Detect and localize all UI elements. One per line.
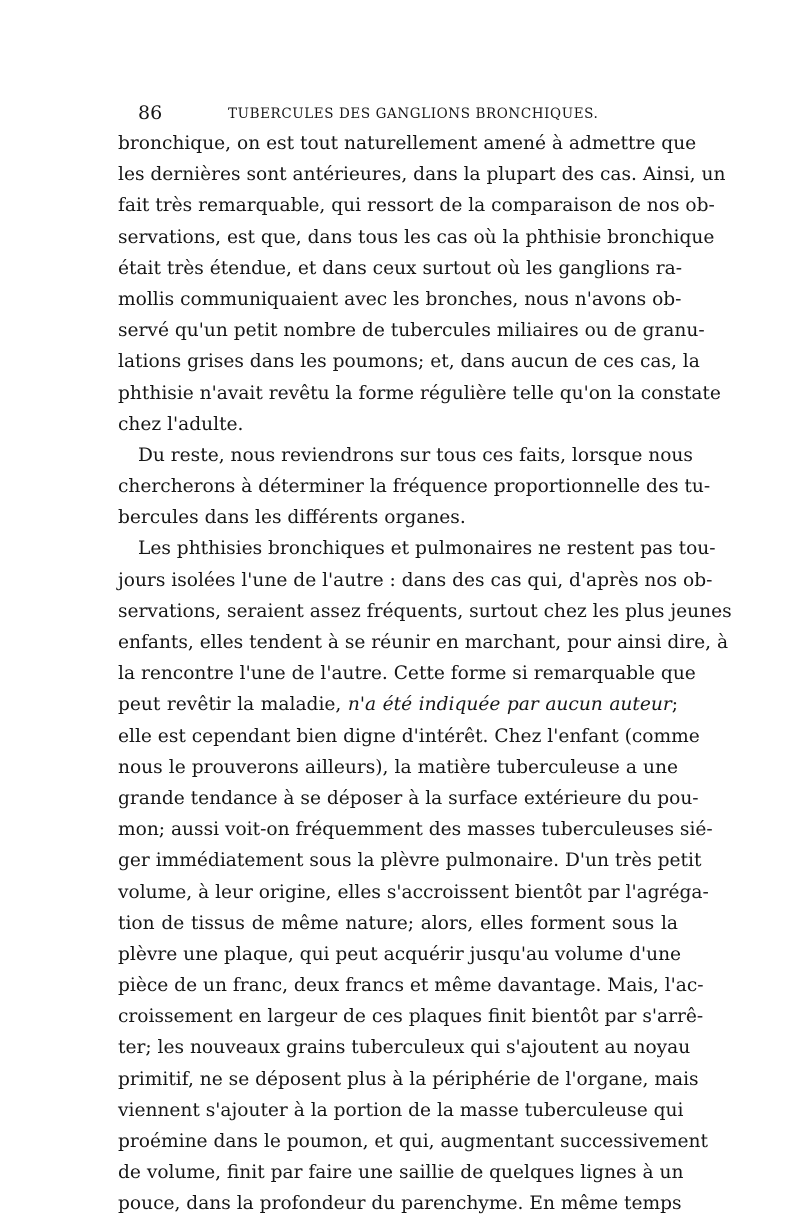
text-line: Les phthisies bronchiques et pulmonaires ne restent pas tou- (138, 538, 716, 560)
text-line: les dernières sont antérieures, dans la plupart des cas. Ainsi, un (118, 164, 726, 186)
text-line: mollis communiquaient avec les bronches, nous n'avons ob- (118, 288, 682, 310)
text-line: lations grises dans les poumons; et, dans aucun de ces cas, la (118, 351, 700, 373)
text-line: bercules dans les différents organes. (118, 507, 466, 529)
text-line: servations, seraient assez fréquents, surtout chez les plus jeunes (118, 600, 732, 622)
text-line: enfants, elles tendent à se réunir en marchant, pour ainsi dire, à (118, 632, 729, 653)
text-line: volume, à leur origine, elles s'accroissent bientôt par l'agréga- (118, 881, 709, 903)
page-number: 86 (138, 102, 163, 124)
italic-emphasis: n'a été indiquée par aucun auteur (347, 694, 672, 716)
text-line: tion de tissus de même nature; alors, elles forment sous la (118, 912, 678, 934)
text-line: phthisie n'avait revêtu la forme régulière telle qu'on la constate (118, 382, 721, 404)
text-segment: peut revêtir la maladie, (118, 694, 342, 716)
text-segment: ; (671, 694, 678, 716)
text-line: était très étendue, et dans ceux surtout où les ganglions ra- (118, 257, 683, 279)
text-line: fait très remarquable, qui ressort de la comparaison de nos ob- (118, 195, 715, 217)
text-line: mon; aussi voit-on fréquemment des masses tuberculeuses sié- (118, 819, 713, 841)
text-line-with-emphasis (118, 689, 678, 720)
text-line: nous le prouverons ailleurs), la matière tuberculeuse a une (118, 756, 678, 778)
text-line: proémine dans le poumon, et qui, augmentant successivement (118, 1131, 708, 1152)
body-text (118, 128, 732, 1220)
running-head (138, 100, 676, 126)
text-line: servations, est que, dans tous les cas où la phthisie bronchique (118, 226, 715, 248)
text-line: chez l'adulte. (118, 413, 244, 435)
text-line: servé qu'un petit nombre de tubercules miliaires ou de granu- (118, 320, 705, 342)
text-line: ger immédiatement sous la plèvre pulmonaire. D'un très petit (118, 850, 702, 872)
text-line: de volume, finit par faire une saillie de quelques lignes à un (118, 1162, 684, 1184)
text-line: ter; les nouveaux grains tuberculeux qui s'ajoutent au noyau (118, 1037, 691, 1059)
text-line: grande tendance à se déposer à la surface extérieure du pou- (118, 787, 699, 809)
text-line: primitif, ne se déposent plus à la périphérie de l'organe, mais (118, 1068, 699, 1090)
text-line: chercherons à déterminer la fréquence proportionnelle des tu- (118, 476, 711, 498)
text-line: pouce, dans la profondeur du parenchyme. En même temps (118, 1193, 682, 1215)
text-line: pièce de un franc, deux francs et même davantage. Mais, l'ac- (118, 975, 704, 997)
text-line: viennent s'ajouter à la portion de la masse tuberculeuse qui (118, 1099, 684, 1121)
running-title: TUBERCULES DES GANGLIONS BRONCHIQUES. (228, 106, 599, 122)
text-line: la rencontre l'une de l'autre. Cette forme si remarquable que (118, 663, 696, 685)
text-line: jours isolées l'une de l'autre : dans des cas qui, d'après nos ob- (118, 569, 713, 591)
text-line: bronchique, on est tout naturellement amené à admettre que (118, 133, 697, 154)
text-line: plèvre une plaque, qui peut acquérir jusqu'au volume d'une (118, 943, 682, 965)
text-line: Du reste, nous reviendrons sur tous ces faits, lorsque nous (138, 444, 693, 466)
text-line: croissement en largeur de ces plaques finit bientôt par s'arrê- (118, 1006, 704, 1028)
text-line: elle est cependant bien digne d'intérêt. Chez l'enfant (comme (118, 725, 700, 747)
